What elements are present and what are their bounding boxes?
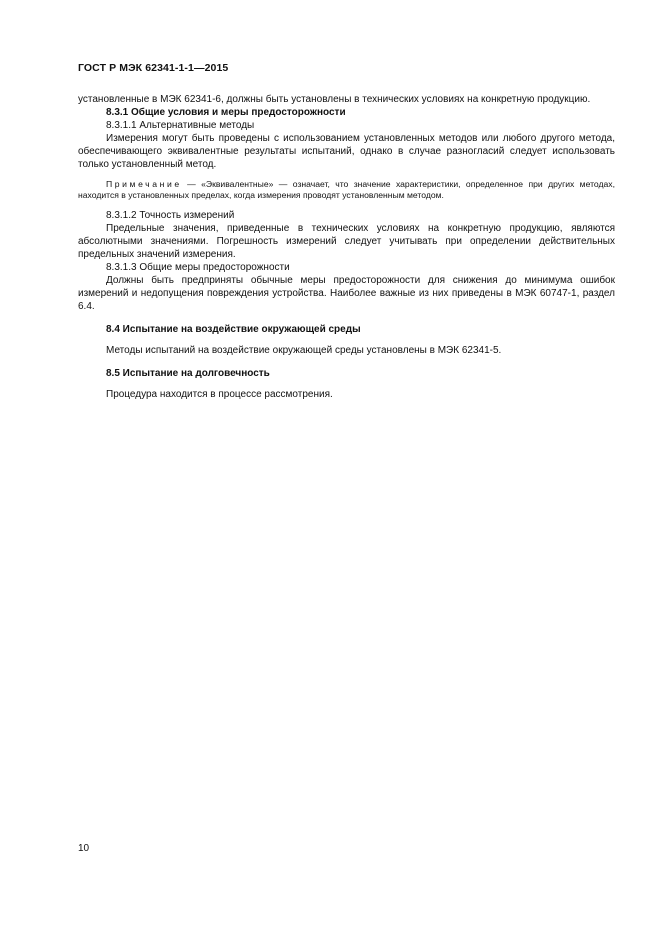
note-paragraph (78, 179, 615, 201)
section-8-3-1-2-heading: 8.3.1.2 Точность измерений (106, 210, 235, 221)
section-8-3-1-2-paragraph: Предельные значения, приведенные в технических условиях на конкретную продукцию, являются абсолютными значениями. Погрешность измерений следует учитывать при определении действительных предельных значений измерения. (78, 223, 615, 260)
page-content (78, 93, 615, 401)
section-8-3-1-1-paragraph: Измерения могут быть проведены с использованием установленных методов или любого другого метода, обеспечивающего эквивалентные результаты испытаний, однако в случае разногласий следует использовать только установленный метод. (78, 133, 615, 170)
section-8-5-heading: 8.5 Испытание на долговечность (106, 368, 270, 379)
section-8-3-1-heading: 8.3.1 Общие условия и меры предосторожности (106, 107, 346, 118)
section-8-5-paragraph: Процедура находится в процессе рассмотрения. (106, 389, 333, 400)
note-label: Примечание (106, 179, 182, 189)
continuation-paragraph: установленные в МЭК 62341-6, должны быть установлены в технических условиях на конкретную продукцию. (78, 94, 591, 105)
section-8-4-paragraph: Методы испытаний на воздействие окружающей среды установлены в МЭК 62341-5. (106, 345, 502, 356)
section-8-3-1-3-heading: 8.3.1.3 Общие меры предосторожности (106, 262, 290, 273)
document-code-header: ГОСТ Р МЭК 62341-1-1—2015 (78, 62, 229, 74)
note-text: — «Эквивалентные» — означает, что значение характеристики, определенное при других методах, находится в установленных пределах, когда измерения проводят установленным методом. (78, 179, 615, 200)
section-8-4-heading: 8.4 Испытание на воздействие окружающей среды (106, 324, 361, 335)
page-number: 10 (78, 843, 90, 854)
section-8-3-1-3-paragraph: Должны быть предприняты обычные меры предосторожности для снижения до минимума ошибок измерений и недопущения повреждения устройства. Наиболее важные из них приведены в МЭК 60747-1, раздел 6.4. (78, 275, 615, 312)
section-8-3-1-1-heading: 8.3.1.1 Альтернативные методы (106, 120, 255, 131)
